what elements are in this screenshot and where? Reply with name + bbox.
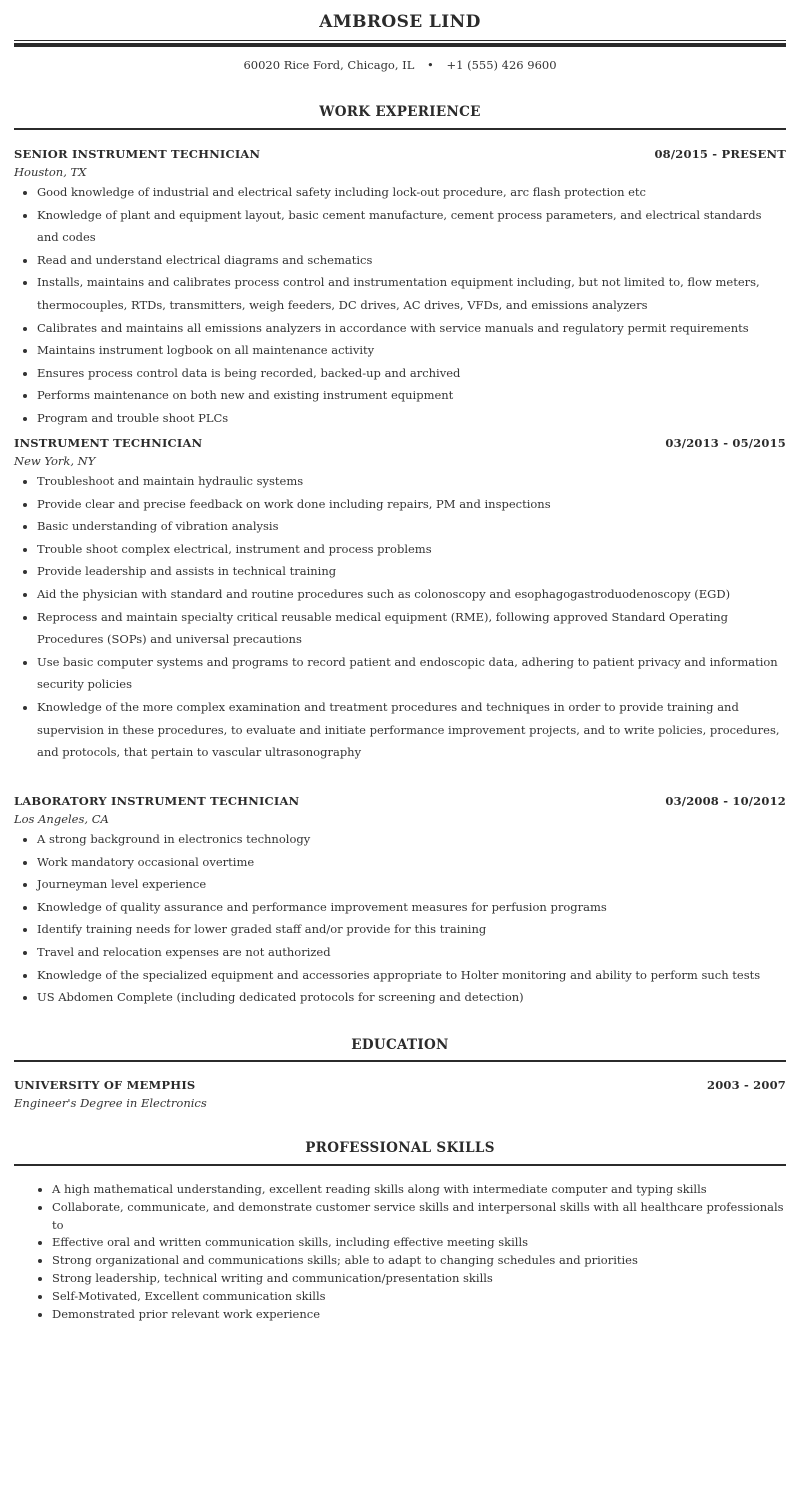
list-item: • Demonstrated prior relevant work experience (52, 1306, 786, 1324)
list-item: • Effective oral and written communication skills, including effective meeting skills (52, 1234, 786, 1252)
job-bullet-list (14, 181, 786, 430)
job-location: Houston, TX (14, 165, 87, 179)
section-rule-education (14, 1060, 786, 1062)
list-item: • Knowledge of quality assurance and performance improvement measures for perfusion programs (37, 896, 786, 919)
education-entry (14, 1076, 786, 1112)
list-item: • Knowledge of the more complex examination and treatment procedures and techniques in order to provide training and supervision in these procedures, to evaluate and initiate performance improvement projects, and to write policies, procedures, and protocols, that pertain to vascular ultrasonography (37, 696, 786, 764)
list-item: • Travel and relocation expenses are not authorized (37, 941, 786, 964)
job-location: New York, NY (14, 454, 96, 468)
job-bullet-list (14, 828, 786, 1009)
list-item: • Reprocess and maintain specialty critical reusable medical equipment (RME), following approved Standard Operating Procedures (SOPs) and universal precautions (37, 606, 786, 651)
list-item: • Installs, maintains and calibrates process control and instrumentation equipment including, but not limited to, flow meters, thermocouples, RTDs, transmitters, weigh feeders, DC drives, AC drives, VFDs, and emissions analyzers (37, 271, 786, 316)
list-item: • Collaborate, communicate, and demonstrate customer service skills and interpersonal skills with all healthcare professionals to (52, 1199, 786, 1235)
education-header (14, 1076, 786, 1094)
list-item: • Good knowledge of industrial and electrical safety including lock-out procedure, arc flash protection etc (37, 181, 786, 204)
list-item: • Journeyman level experience (37, 873, 786, 896)
list-item: • Program and trouble shoot PLCs (37, 407, 786, 430)
contact-address: 60020 Rice Ford, Chicago, IL (243, 58, 415, 72)
list-item: • US Abdomen Complete (including dedicated protocols for screening and detection) (37, 986, 786, 1009)
list-item: • A high mathematical understanding, excellent reading skills along with intermediate computer and typing skills (52, 1181, 786, 1199)
education-school: UNIVERSITY OF MEMPHIS (14, 1078, 196, 1092)
list-item: • Use basic computer systems and programs to record patient and endoscopic data, adhering to patient privacy and information security policies (37, 651, 786, 696)
list-item: • Read and understand electrical diagrams and schematics (37, 249, 786, 272)
section-rule-professional-skills (14, 1164, 786, 1166)
candidate-name: AMBROSE LIND (319, 12, 481, 32)
section-title-work-experience: WORK EXPERIENCE (319, 104, 481, 120)
list-item: • Aid the physician with standard and routine procedures such as colonoscopy and esophagogastroduodenoscopy (EGD) (37, 583, 786, 606)
list-item: • Self-Motivated, Excellent communication skills (52, 1288, 786, 1306)
job-bullet-list (14, 470, 786, 764)
list-item: • Knowledge of plant and equipment layout, basic cement manufacture, cement process parameters, and electrical standards and codes (37, 204, 786, 249)
list-item: • Provide leadership and assists in technical training (37, 560, 786, 583)
job-header (14, 792, 786, 810)
list-item: • A strong background in electronics technology (37, 828, 786, 851)
education-dates: 2003 - 2007 (707, 1078, 786, 1092)
job-dates: 03/2008 - 10/2012 (665, 794, 786, 808)
contact-line (14, 56, 786, 74)
job-title: LABORATORY INSTRUMENT TECHNICIAN (14, 794, 300, 808)
education-degree: Engineer's Degree in Electronics (14, 1096, 207, 1110)
list-item: • Work mandatory occasional overtime (37, 851, 786, 874)
job-entry (14, 434, 786, 764)
job-title: INSTRUMENT TECHNICIAN (14, 436, 203, 450)
list-item: • Knowledge of the specialized equipment and accessories appropriate to Holter monitoring and ability to perform such tests (37, 964, 786, 987)
job-entry (14, 145, 786, 430)
section-rule-work-experience (14, 128, 786, 130)
list-item: • Basic understanding of vibration analysis (37, 515, 786, 538)
header-rule-thin (14, 40, 786, 41)
job-header (14, 145, 786, 163)
list-item: • Provide clear and precise feedback on work done including repairs, PM and inspections (37, 493, 786, 516)
list-item: • Trouble shoot complex electrical, instrument and process problems (37, 538, 786, 561)
list-item: • Ensures process control data is being recorded, backed-up and archived (37, 362, 786, 385)
list-item: • Performs maintenance on both new and existing instrument equipment (37, 384, 786, 407)
job-location: Los Angeles, CA (14, 812, 109, 826)
job-dates: 08/2015 - PRESENT (654, 147, 786, 161)
contact-phone: +1 (555) 426 9600 (446, 58, 557, 72)
job-entry (14, 792, 786, 1009)
job-dates: 03/2013 - 05/2015 (665, 436, 786, 450)
section-title-education: EDUCATION (351, 1037, 449, 1053)
job-title: SENIOR INSTRUMENT TECHNICIAN (14, 147, 261, 161)
list-item: • Strong organizational and communications skills; able to adapt to changing schedules and priorities (52, 1252, 786, 1270)
section-title-professional-skills: PROFESSIONAL SKILLS (305, 1140, 495, 1156)
job-header (14, 434, 786, 452)
list-item: • Strong leadership, technical writing and communication/presentation skills (52, 1270, 786, 1288)
list-item: • Troubleshoot and maintain hydraulic systems (37, 470, 786, 493)
list-item: • Calibrates and maintains all emissions analyzers in accordance with service manuals and regulatory permit requirements (37, 317, 786, 340)
header-rule-thick (14, 43, 786, 47)
contact-separator: • (427, 58, 434, 72)
skills-list (14, 1181, 786, 1323)
list-item: • Identify training needs for lower graded staff and/or provide for this training (37, 918, 786, 941)
list-item: • Maintains instrument logbook on all maintenance activity (37, 339, 786, 362)
